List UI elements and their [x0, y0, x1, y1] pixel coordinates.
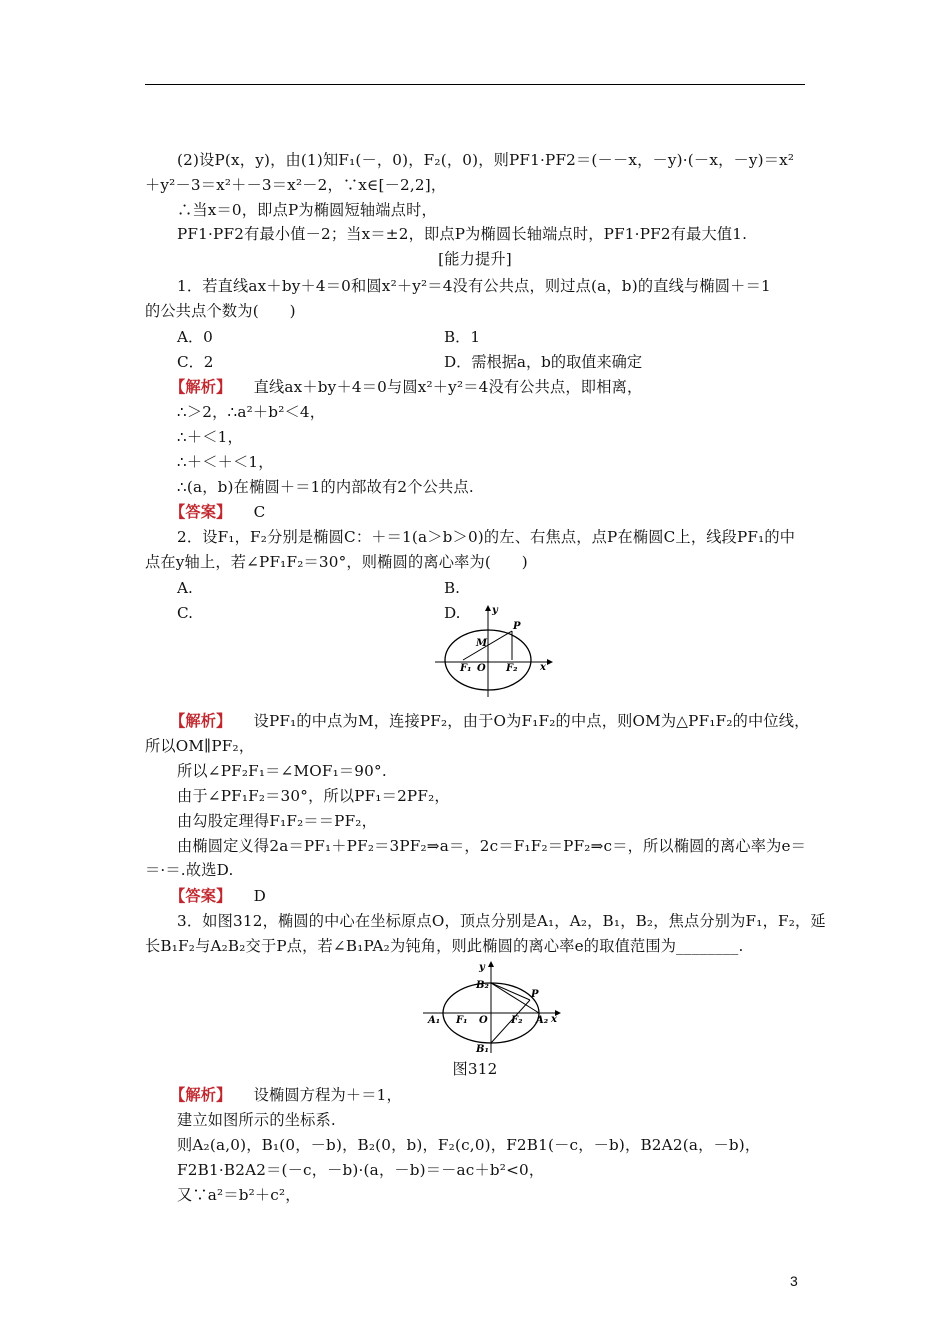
text-line: 所以OM∥PF₂， — [145, 737, 255, 755]
point-label-f1: F₁ — [460, 663, 472, 674]
answer-value: C — [253, 503, 266, 521]
analysis-tag: 【解析】 — [170, 1086, 232, 1104]
ellipse-figure-1 — [430, 600, 560, 700]
section-heading: [能力提升] — [438, 250, 512, 268]
question-2-cont: 点在y轴上，若∠PF₁F₂＝30°，则椭圆的离心率为( ) — [145, 553, 528, 571]
question-1: 1．若直线ax＋by＋4＝0和圆x²＋y²＝4没有公共点，则过点(a，b)的直线与椭圆＋＝1 — [177, 277, 771, 295]
text-line: 由椭圆定义得2a＝PF₁＋PF₂＝3PF₂⇒a＝，2c＝F₁F₂＝PF₂⇒c＝，所以椭圆的离心率为e＝ — [177, 837, 807, 855]
analysis-text: 设椭圆方程为＋＝1， — [253, 1086, 402, 1104]
point-label-f1: F₁ — [456, 1015, 468, 1026]
text-line: 建立如图所示的坐标系. — [177, 1111, 336, 1129]
axis-label-x: x — [540, 662, 546, 673]
option-d: D. — [444, 604, 461, 622]
text-line: 又∵a²＝b²＋c²， — [177, 1186, 301, 1204]
point-label-b1: B₁ — [476, 1044, 489, 1055]
answer-line — [170, 886, 840, 906]
text-line: ＋y²－3＝x²＋－3＝x²－2，∵x∈[－2,2]， — [145, 176, 447, 194]
text-line: ∴当x＝0，即点P为椭圆短轴端点时， — [177, 201, 437, 219]
question-2: 2．设F₁，F₂分别是椭圆C：＋＝1(a＞b＞0)的左、右焦点，点P在椭圆C上，线段PF₁的中 — [177, 528, 796, 546]
option-a: A．0 — [177, 328, 213, 346]
option-b: B．1 — [444, 328, 481, 346]
text-line: (2)设P(x，y)，由(1)知F₁(－，0)，F₂(，0)，则PF1·PF2＝(－－x，－y)·(－x，－y)＝x² — [177, 151, 795, 169]
point-label-p: P — [531, 989, 539, 1000]
point-label-o: O — [479, 1015, 488, 1026]
point-label-a1: A₁ — [428, 1015, 441, 1026]
point-label-p: P — [513, 621, 521, 632]
option-a: A. — [177, 579, 193, 597]
answer-value: D — [253, 887, 266, 905]
ellipse-figure-2 — [418, 958, 568, 1056]
page-number: 3 — [790, 1273, 798, 1289]
text-line: F2B1·B2A2＝(－c，－b)·(a，－b)＝－ac＋b²<0， — [177, 1161, 545, 1179]
question-3: 3．如图312，椭圆的中心在坐标原点O，顶点分别是A₁，A₂，B₁，B₂，焦点分别为F₁，F₂，延 — [177, 912, 826, 930]
point-label-a2: A₂ — [536, 1015, 549, 1026]
point-label-f2: F₂ — [511, 1015, 523, 1026]
text-line: ∴＋＜1， — [177, 428, 243, 446]
analysis-text: 设PF₁的中点为M，连接PF₂，由于O为F₁F₂的中点，则OM为△PF₁F₂的中位线， — [253, 712, 810, 730]
point-label-m: M — [476, 638, 488, 649]
option-d: D．需根据a，b的取值来确定 — [444, 353, 643, 371]
text-line: 由勾股定理得F₁F₂＝＝PF₂， — [177, 812, 377, 830]
analysis-line — [170, 1085, 840, 1105]
text-line: 由于∠PF₁F₂＝30°，所以PF₁＝2PF₂， — [177, 787, 450, 805]
question-1-cont: 的公共点个数为( ) — [145, 302, 296, 320]
answer-line — [170, 502, 840, 522]
text-line: 所以∠PF₂F₁＝∠MOF₁＝90°. — [177, 762, 387, 780]
axis-label-y: y — [479, 962, 485, 973]
point-label-f2: F₂ — [506, 663, 518, 674]
text-line: ∴＞2，∴a²＋b²＜4， — [177, 403, 326, 421]
analysis-line — [170, 711, 840, 731]
option-b: B. — [444, 579, 460, 597]
analysis-line — [170, 377, 840, 397]
option-c: C. — [177, 604, 193, 622]
option-c: C．2 — [177, 353, 214, 371]
point-label-b2: B₂ — [476, 980, 489, 991]
text-line: ∴(a，b)在椭圆＋＝1的内部故有2个公共点. — [177, 478, 474, 496]
question-3-cont: 长B₁F₂与A₂B₂交于P点，若∠B₁PA₂为钝角，则此椭圆的离心率e的取值范围为________. — [145, 937, 744, 955]
analysis-tag: 【解析】 — [170, 712, 232, 730]
header-rule — [145, 84, 805, 85]
axis-label-y: y — [492, 605, 498, 616]
analysis-text: 直线ax＋by＋4＝0与圆x²＋y²＝4没有公共点，即相离， — [253, 378, 643, 396]
analysis-tag: 【解析】 — [170, 378, 232, 396]
answer-tag: 【答案】 — [170, 503, 232, 521]
text-line: ∴＋＜＋＜1， — [177, 453, 274, 471]
axis-label-x: x — [551, 1014, 557, 1025]
answer-tag: 【答案】 — [170, 887, 232, 905]
point-label-o: O — [477, 663, 486, 674]
text-line: 则A₂(a,0)，B₁(0，－b)，B₂(0，b)，F₂(c,0)，F2B1(－c，－b)，B2A2(a，－b)， — [177, 1136, 761, 1154]
figure-caption: 图312 — [452, 1060, 498, 1078]
text-line: ＝·＝.故选D. — [145, 861, 234, 879]
text-line: PF1·PF2有最小值－2；当x＝±2，即点P为椭圆长轴端点时，PF1·PF2有最大值1. — [177, 225, 748, 243]
